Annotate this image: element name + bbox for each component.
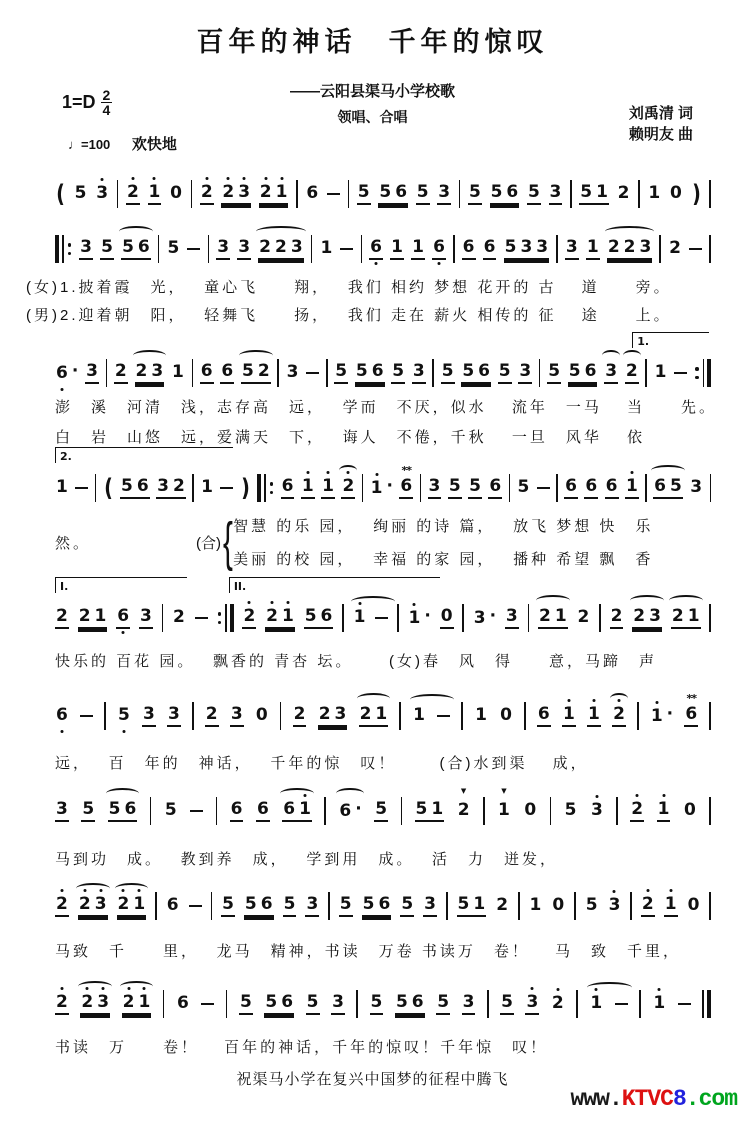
meter-denominator: 4 xyxy=(102,102,111,118)
lyric-line-7: 马到功 成。 教到养 成， 学到用 成。 活 力 迸发， xyxy=(55,851,559,868)
volta-bracket xyxy=(632,332,708,348)
brace: { xyxy=(223,512,234,572)
composer: 赖明友 曲 xyxy=(628,126,693,143)
lyric-line-8: 马致 千 里， 龙马 精神，书读 万卷 书读万 卷！ 马 致 千里， xyxy=(55,943,682,960)
watermark-segment: KTVC xyxy=(621,1086,673,1112)
volta-bracket xyxy=(55,577,187,593)
volta-bracket xyxy=(229,577,440,593)
volta-bracket xyxy=(55,447,233,463)
lyric-line-9: 书读 万 卷！ 百年的神话，千年的惊叹！千年惊 叹！ xyxy=(55,1039,549,1056)
key-label: 1=D xyxy=(62,92,96,112)
notation-line-7: 3 5 5 6 5 6 6 6 1 6 · 5 5 1 2 ▼ 1 ▼ 0 5 3 2 1 0 xyxy=(55,787,711,835)
lyric-line-1: (女)1.披着霞 光， 童心飞 翔， 我们 相约 梦想 花开的 古 道 旁。 xyxy=(26,279,672,296)
lyric-line-4: 白 岩 山悠 远，爱满天 下， 诲人 不倦，千秋 一旦 风华 依 xyxy=(55,429,646,446)
lyric-line-6: 远， 百 年的 神话， 千年的惊 叹！ (合)水到渠 成， xyxy=(55,755,589,772)
meter-numerator: 2 xyxy=(102,87,111,103)
volta-label: 2. xyxy=(60,450,72,463)
lyric-line-3: 澎 溪 河清 浅，志存高 远， 学而 不厌，似水 流年 一马 当 先。 xyxy=(55,399,718,416)
tempo-bpm: ♩=100 xyxy=(68,137,111,152)
volta-label: II. xyxy=(233,580,247,593)
watermark-segment: .com xyxy=(685,1086,737,1112)
time-signature xyxy=(101,88,113,117)
carryover-lyric: 然。 xyxy=(55,534,92,552)
credits xyxy=(629,103,693,145)
dedication: 祝渠马小学在复兴中国梦的征程中腾飞 xyxy=(236,1071,509,1088)
tempo-marking xyxy=(68,133,177,154)
lyric-line-5: 快乐的 百花 园。 飘香的 青杏 坛。 (女)春 风 得 意，马蹄 声 xyxy=(55,653,657,670)
key-signature xyxy=(62,88,112,117)
choir-lyric-line-2: 美丽 的校 园， 幸福 的家 园， 播种 希望 飘 香 xyxy=(233,551,654,568)
mood-marking: 欢快地 xyxy=(131,136,177,153)
notation-line-9: 2 2 3 2 1 6 5 5 6 5 3 5 5 6 5 3 5 3 2 1 1 xyxy=(55,980,711,1028)
lyricist: 刘禹清 词 xyxy=(628,105,693,122)
notation-line-8: 2 2 3 2 1 6 5 5 6 5 3 5 5 6 5 3 5 1 2 1 0 5 3 2 1 0 xyxy=(55,882,711,930)
volta-label: 1. xyxy=(637,335,650,348)
notation-line-4: 2. 1 ( 5 6 3 2 1 ) 6 1 1 2 1 · 6 ** 3 5 5 6 5 6 6 6 1 6 5 3 xyxy=(55,464,711,512)
notation-line-5: I. II. 2 2 1 6 3 2 2 2 1 5 6 1 1 · 0 3 · 3 2 1 2 2 2 3 2 1 xyxy=(55,594,711,642)
performance-type: 领唱、合唱 xyxy=(337,109,408,125)
song-subtitle: ——云阳县渠马小学校歌 xyxy=(289,83,455,100)
volta-label: I. xyxy=(60,580,69,593)
notation-line-2: 3 5 5 6 5 3 3 2 2 3 1 6 1 1 6 6 6 5 3 3 3 1 2 2 3 2 xyxy=(55,225,711,273)
choir-lyric-line-1: 智慧 的乐 园， 绚丽 的诗 篇， 放飞 梦想 快 乐 xyxy=(233,518,654,535)
notation-line-6: 6 5 3 3 2 3 0 2 2 3 2 1 1 1 0 6 1 1 2 1 · 6 ** xyxy=(55,692,711,740)
watermark-segment: www. xyxy=(570,1086,622,1112)
watermark-segment: 8 xyxy=(672,1086,686,1112)
choir-block xyxy=(55,512,654,572)
watermark-logo xyxy=(571,1086,737,1112)
lyric-line-2: (男)2.迎着朝 阳， 轻舞飞 扬， 我们 走在 薪火 相传的 征 途 上。 xyxy=(26,307,672,324)
song-title: 百年的神话 千年的惊叹 xyxy=(196,27,549,57)
notation-line-1: ( 5 3 2 1 0 2 2 3 2 1 6 5 5 6 5 3 5 5 6 5 3 5 1 2 1 0 ) xyxy=(55,170,711,218)
choir-label: (合) xyxy=(196,534,222,552)
notation-line-3: 1. 6 · 3 2 2 3 1 6 6 5 2 3 5 5 6 5 3 5 5 6 5 3 5 5 6 3 2 1 xyxy=(55,349,711,397)
